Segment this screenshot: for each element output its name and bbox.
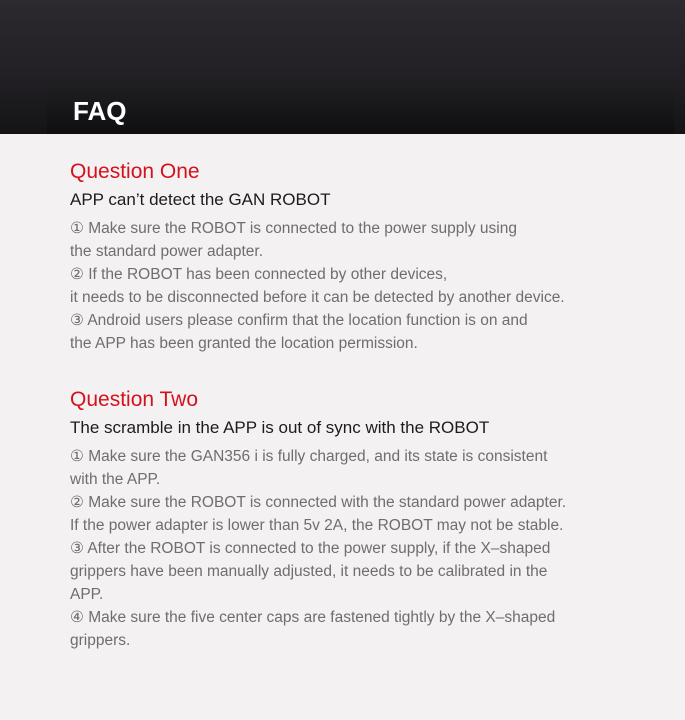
- answer-text: ① Make sure the GAN356 i is fully charged, and its state is consistent with the APP. ② Make sure the ROBOT is connected with the standard power adapter. If the power adapter is lower than 5v 2A, the ROBOT may not be stable. ③ After the ROBOT is connected to the power supply, if the X–shaped grippers have been manually adjusted, it needs to be calibrated in the APP. ④ Make sure the five center caps are fastened tightly by the X–shaped grippers.: [70, 448, 567, 649]
- question-title: Question One: [70, 160, 200, 183]
- page-title: FAQ: [73, 96, 127, 126]
- header-title-band: [47, 87, 674, 134]
- page-header: [0, 0, 685, 134]
- question-subtitle: The scramble in the APP is out of sync with the ROBOT: [70, 418, 490, 437]
- faq-item-question-two: [70, 386, 650, 652]
- question-title: Question Two: [70, 388, 199, 411]
- question-subtitle: APP can’t detect the GAN ROBOT: [70, 190, 331, 209]
- answer-text: ① Make sure the ROBOT is connected to the power supply using the standard power adapter. ② If the ROBOT has been connected by other devices, it needs to be disconnected before it can be detected by another device. ③ Android users please confirm that the location function is on and the APP has been granted the location permission.: [70, 220, 565, 352]
- faq-item-question-one: [70, 158, 650, 355]
